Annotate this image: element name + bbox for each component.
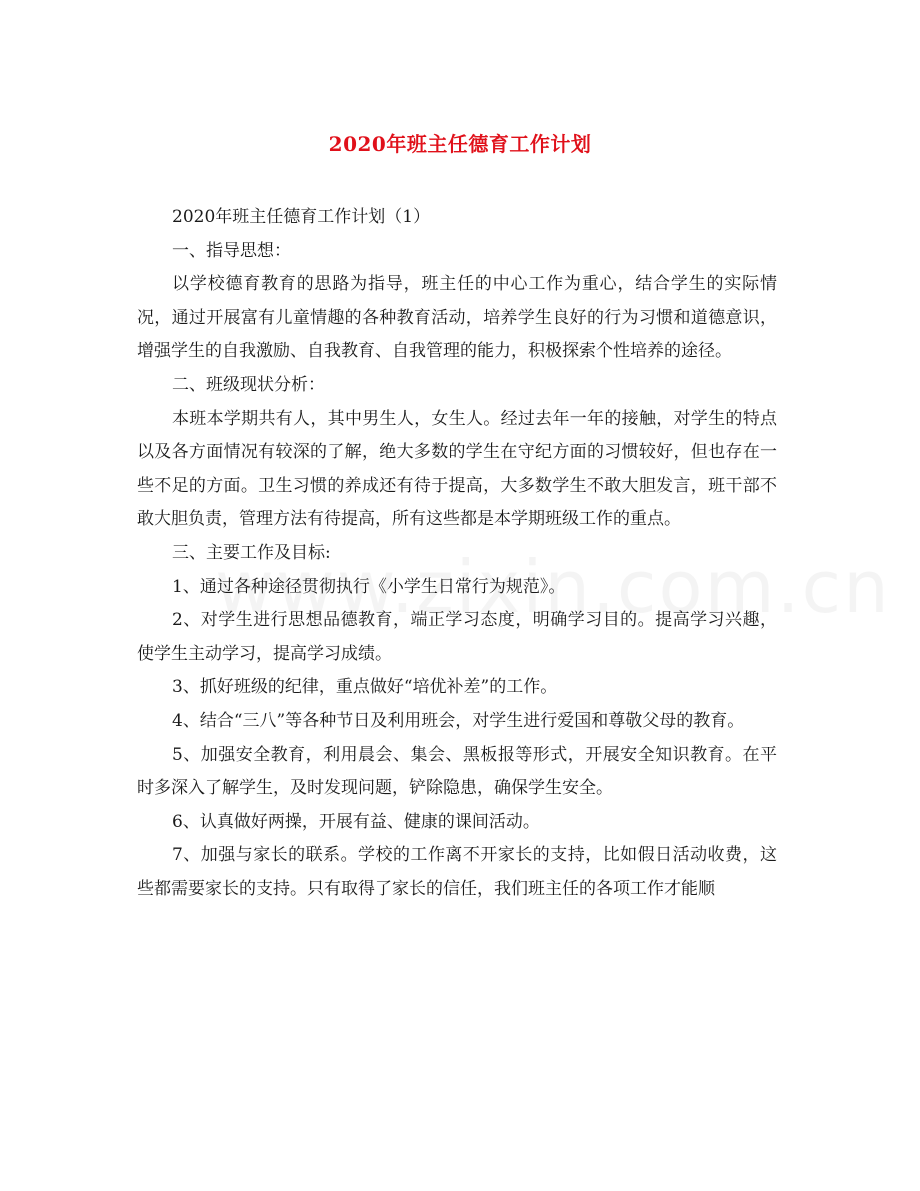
list-item-5: 5、加强安全教育，利用晨会、集会、黑板报等形式，开展安全知识教育。在平时多深入了解学生，及时发现问题，铲除隐患，确保学生安全。 (137, 744, 777, 799)
paragraph-class-analysis: 本班本学期共有人，其中男生人，女生人。经过去年一年的接触，对学生的特点以及各方面情况有较深的了解，绝大多数的学生在守纪方面的习惯较好，但也存在一些不足的方面。卫生习惯的养成还有待于提高，大多数学生不敢大胆发言，班干部不敢大胆负责，管理方法有待提高，所有这些都是本学期班级工作的重点。 (137, 408, 777, 530)
section-heading-main-work: 三、主要工作及目标: (172, 542, 331, 563)
paragraph-guiding-ideology: 以学校德育教育的思路为指导，班主任的中心工作为重心，结合学生的实际情况，通过开展富有儿童情趣的各种教育活动，培养学生良好的行为习惯和道德意识，增强学生的自我激励、自我教育、自我管理的能力，积极探索个性培养的途径。 (137, 274, 777, 362)
list-item-6: 6、认真做好两操，开展有益、健康的课间活动。 (172, 811, 540, 832)
document-body (137, 201, 777, 906)
list-item-4: 4、结合“三八”等各种节日及利用班会，对学生进行爱国和尊敬父母的教育。 (172, 710, 745, 731)
section-heading-guiding-ideology: 一、指导思想： (172, 240, 291, 261)
list-item-7: 7、加强与家长的联系。学校的工作离不开家长的支持，比如假日活动收费，这些都需要家长的支持。只有取得了家长的信任，我们班主任的各项工作才能顺 (137, 845, 777, 899)
subtitle-paragraph: 2020年班主任德育工作计划（1） (172, 207, 431, 227)
list-item-3: 3、抓好班级的纪律，重点做好“培优补差”的工作。 (172, 677, 558, 698)
list-item-1: 1、通过各种途径贯彻执行《小学生日常行为规范》。 (172, 576, 566, 597)
section-heading-class-analysis: 二、班级现状分析： (172, 374, 325, 395)
document-title: 2020年班主任德育工作计划 (328, 132, 592, 156)
list-item-2: 2、对学生进行思想品德教育，端正学习态度，明确学习目的。提高学习兴趣，使学生主动学习，提高学习成绩。 (137, 610, 777, 664)
